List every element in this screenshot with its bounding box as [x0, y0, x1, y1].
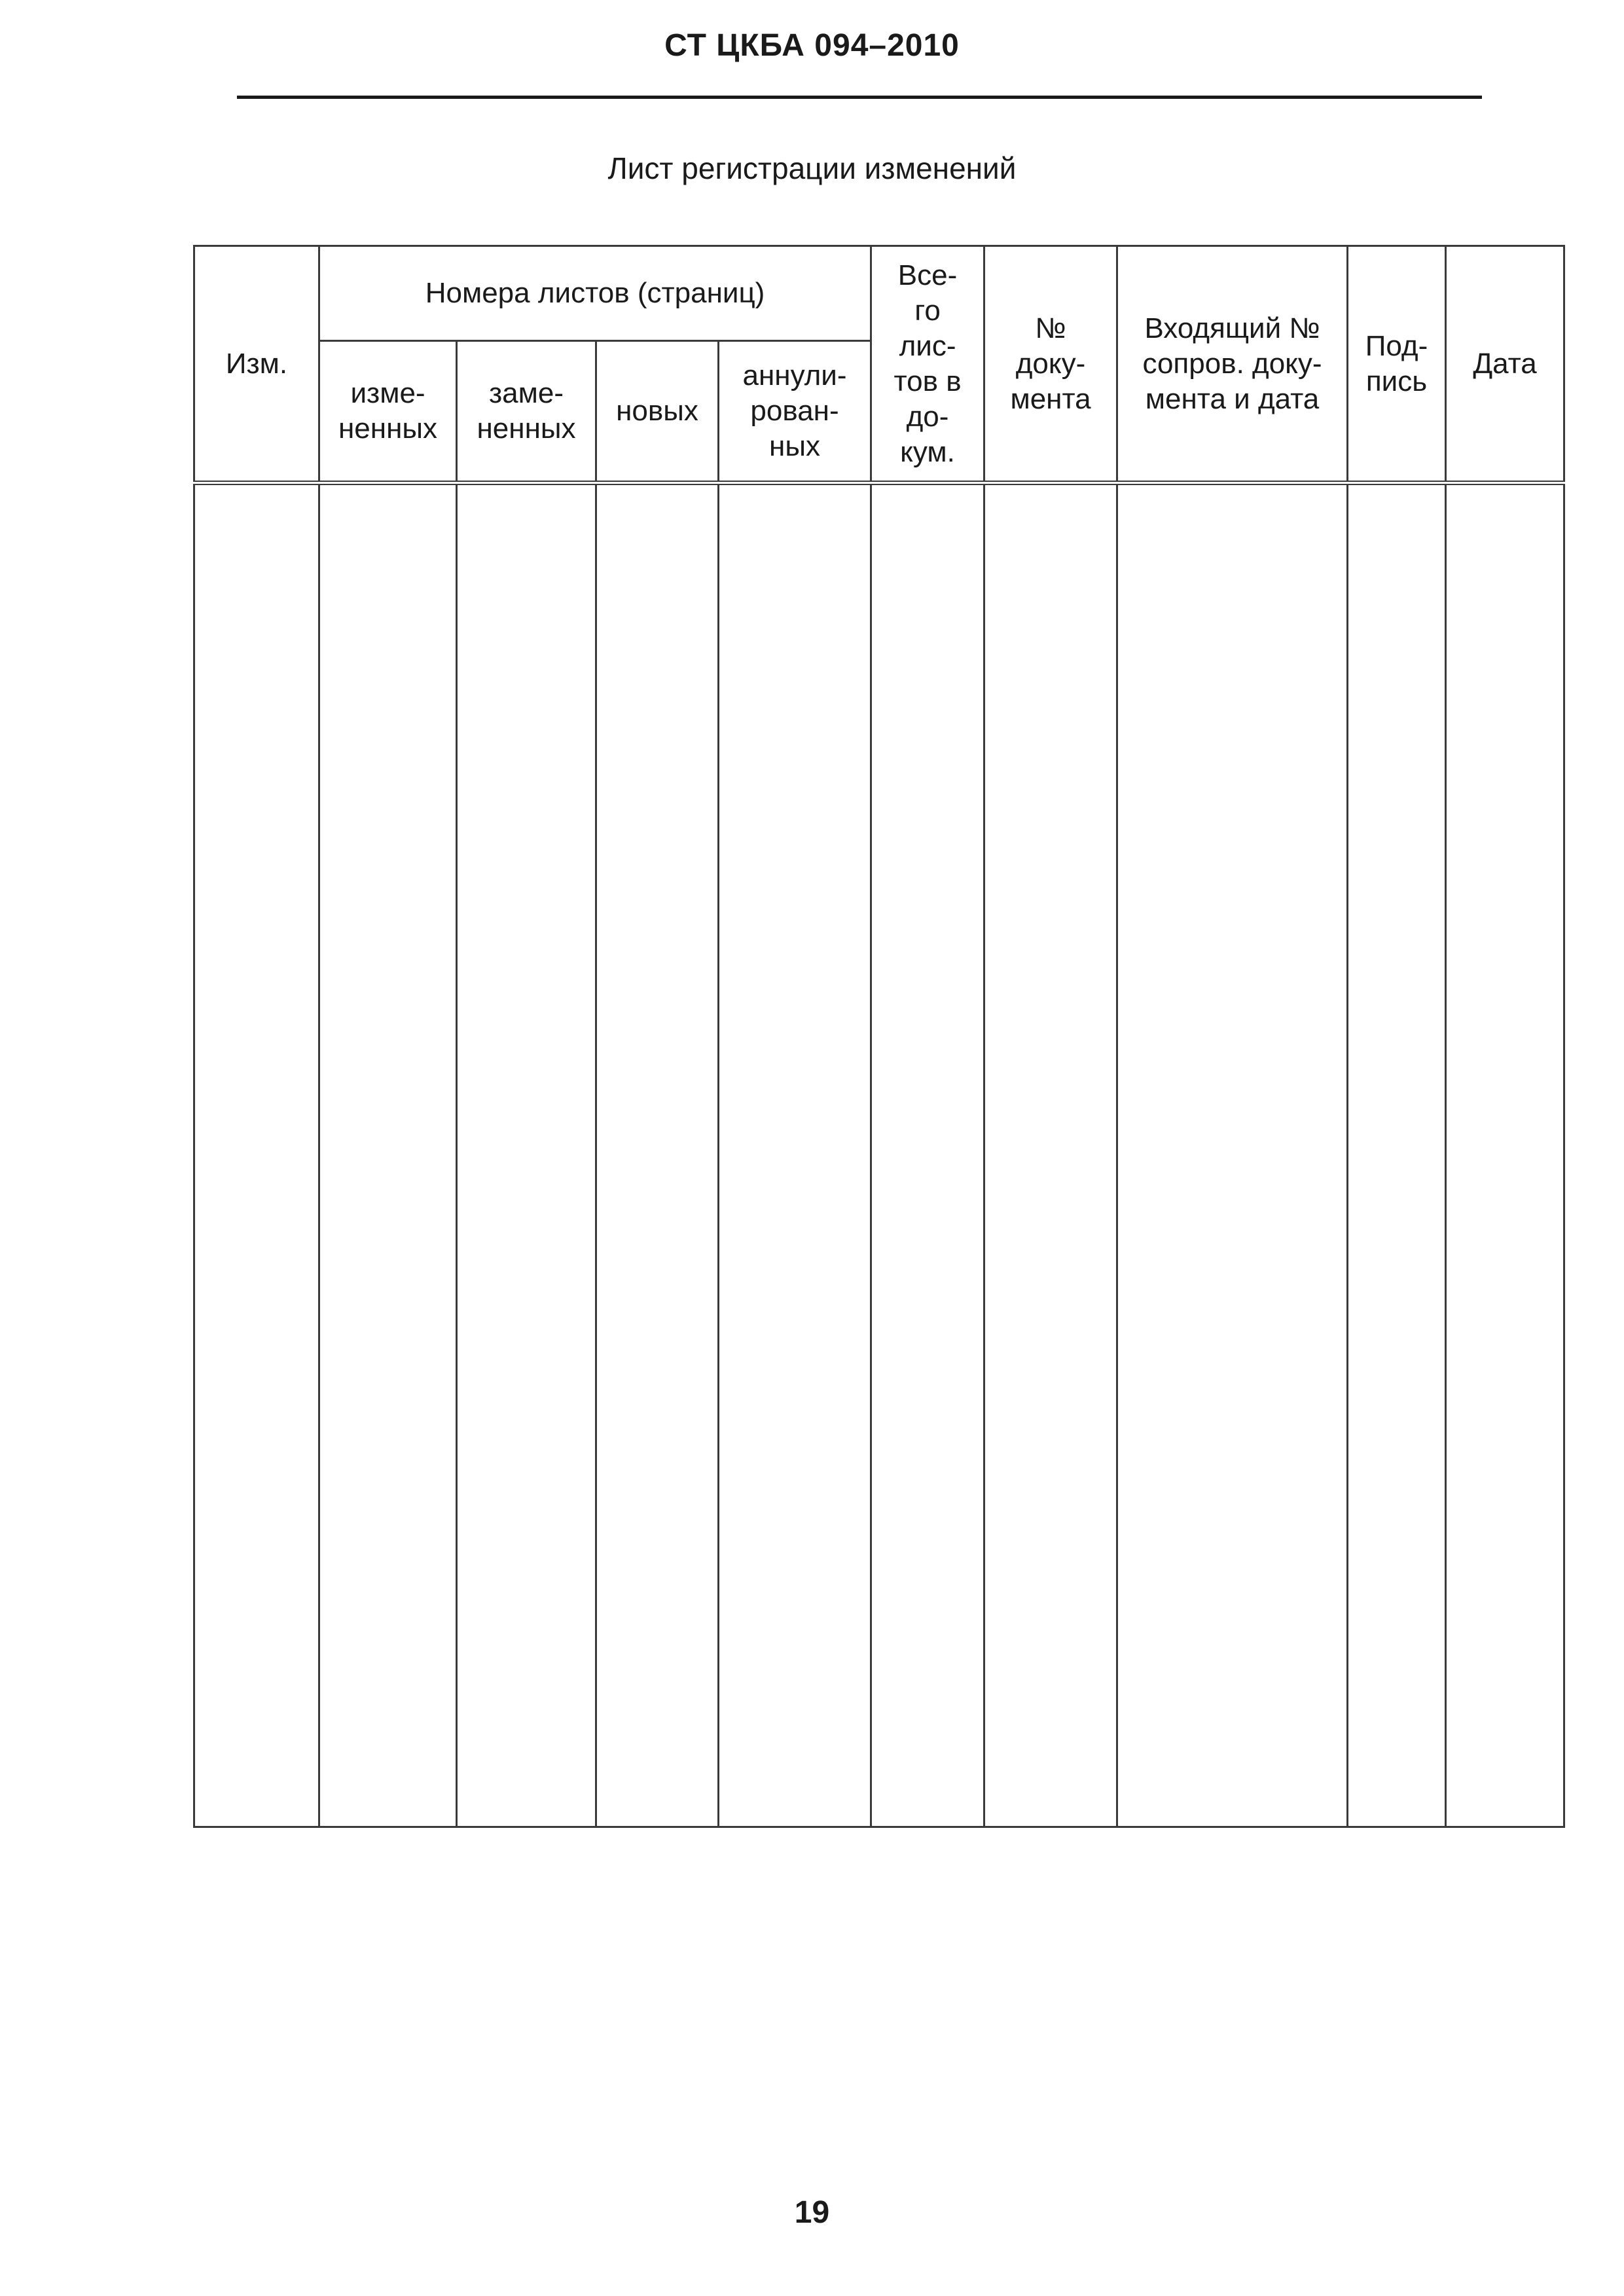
header-date: Дата	[1446, 246, 1564, 483]
cell-changed	[319, 483, 457, 1827]
header-rule	[237, 96, 1482, 99]
cell-date	[1446, 483, 1564, 1827]
cell-annulled	[719, 483, 871, 1827]
header-replaced: заме- ненных	[457, 341, 596, 483]
header-new: новых	[596, 341, 719, 483]
cell-incoming-document	[1117, 483, 1348, 1827]
change-registration-table	[193, 245, 1565, 1828]
sheet-title: Лист регистрации изменений	[607, 151, 1017, 185]
header-changed: изме- ненных	[319, 341, 457, 483]
header-izm: Изм.	[194, 246, 319, 483]
cell-signature	[1348, 483, 1446, 1827]
header-annulled: аннули- рован- ных	[719, 341, 871, 483]
table-row	[194, 483, 1564, 1827]
page-number: 19	[794, 2195, 830, 2230]
document-code: СТ ЦКБА 094–2010	[664, 28, 960, 63]
cell-document-number	[984, 483, 1117, 1827]
header-document-number: № доку- мента	[984, 246, 1117, 483]
header-sheet-numbers: Номера листов (страниц)	[319, 246, 871, 341]
header-total-sheets: Все- го лис- тов в до- кум.	[871, 246, 984, 483]
cell-new	[596, 483, 719, 1827]
header-incoming-document: Входящий № сопров. доку- мента и дата	[1117, 246, 1348, 483]
cell-replaced	[457, 483, 596, 1827]
cell-izm	[194, 483, 319, 1827]
header-signature: Под- пись	[1348, 246, 1446, 483]
cell-total-sheets	[871, 483, 984, 1827]
